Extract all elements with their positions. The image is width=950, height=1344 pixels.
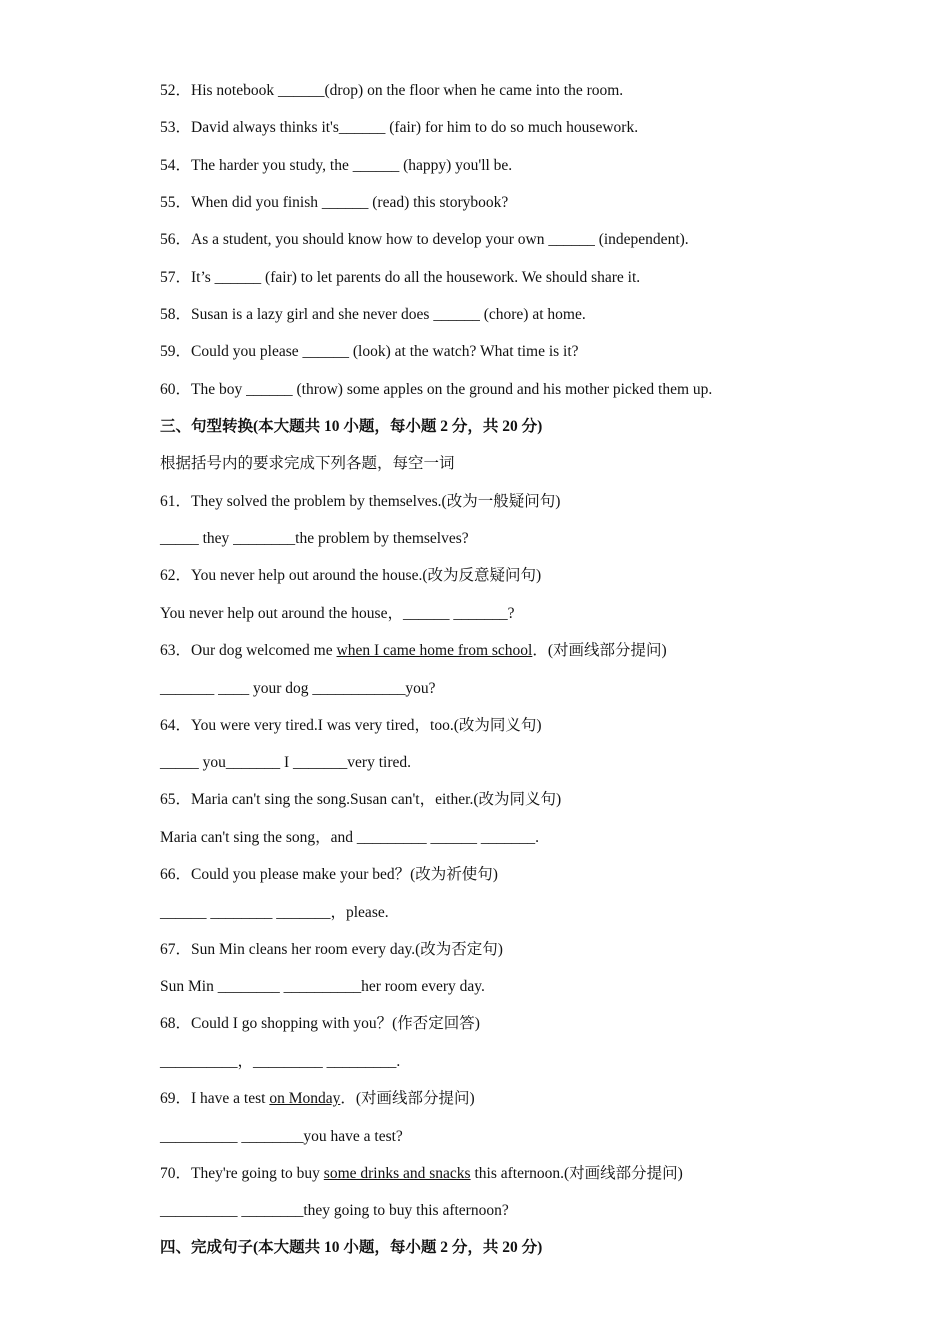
question-67-prompt: 67．Sun Min cleans her room every day.(改为否定句) [160, 941, 503, 958]
section-3-instruction: 根据括号内的要求完成下列各题，每空一词 [160, 455, 455, 472]
question-63-prompt [160, 640, 910, 662]
question-63-answer: _______ ____ your dog ____________you? [160, 680, 436, 697]
question-66-answer: ______ ________ _______，please. [160, 904, 389, 921]
question-68-prompt: 68．Could I go shopping with you？(作否定回答) [160, 1015, 480, 1032]
question-69-answer: __________ ________you have a test? [160, 1128, 403, 1145]
question-70-prompt [160, 1163, 910, 1185]
question-65-answer: Maria can't sing the song，and _________ ______ _______. [160, 829, 540, 846]
question-61-prompt: 61．They solved the problem by themselves.(改为一般疑问句) [160, 493, 561, 510]
question-60: 60．The boy ______ (throw) some apples on the ground and his mother picked them up. [160, 381, 713, 398]
question-69-underlined: on Monday [269, 1090, 341, 1107]
question-69-prompt-end: ．(对画线部分提问) [340, 1090, 475, 1107]
question-53: 53．David always thinks it's______ (fair) for him to do so much housework. [160, 119, 639, 136]
question-69-prompt-start: 69．I have a test [160, 1090, 270, 1107]
question-70-prompt-start: 70．They're going to buy [160, 1165, 324, 1182]
question-62-prompt: 62．You never help out around the house.(改为反意疑问句) [160, 567, 542, 584]
question-61-answer: _____ they ________the problem by themselves? [160, 530, 469, 547]
question-63-prompt-end: ．(对画线部分提问) [532, 642, 667, 659]
question-70-underlined: some drinks and snacks [323, 1165, 471, 1182]
question-52: 52．His notebook ______(drop) on the floor when he came into the room. [160, 82, 624, 99]
section-4-heading: 四、完成句子(本大题共 10 小题，每小题 2 分，共 20 分) [160, 1239, 543, 1256]
section-3-heading: 三、句型转换(本大题共 10 小题，每小题 2 分，共 20 分) [160, 418, 543, 435]
question-69-prompt [160, 1088, 910, 1110]
question-63-underlined: when I came home from school [336, 642, 533, 659]
question-58: 58．Susan is a lazy girl and she never does ______ (chore) at home. [160, 306, 586, 323]
question-63-prompt-start: 63．Our dog welcomed me [160, 642, 337, 659]
question-66-prompt: 66．Could you please make your bed？(改为祈使句) [160, 866, 498, 883]
question-70-answer: __________ ________they going to buy this afternoon? [160, 1202, 509, 1219]
question-65-prompt: 65．Maria can't sing the song.Susan can't，either.(改为同义句) [160, 791, 562, 808]
question-59: 59．Could you please ______ (look) at the watch? What time is it? [160, 343, 579, 360]
question-68-answer: __________，_________ _________. [160, 1053, 401, 1070]
question-70-prompt-end: this afternoon.(对画线部分提问) [470, 1165, 683, 1182]
question-57: 57．It’s ______ (fair) to let parents do all the housework. We should share it. [160, 269, 641, 286]
question-64-prompt: 64．You were very tired.I was very tired，too.(改为同义句) [160, 717, 542, 734]
question-56: 56．As a student, you should know how to develop your own ______ (independent). [160, 231, 689, 248]
question-62-answer: You never help out around the house，______ _______? [160, 605, 515, 622]
question-55: 55．When did you finish ______ (read) this storybook? [160, 194, 509, 211]
question-67-answer: Sun Min ________ __________her room every day. [160, 978, 485, 995]
question-64-answer: _____ you_______ I _______very tired. [160, 754, 411, 771]
question-54: 54．The harder you study, the ______ (happy) you'll be. [160, 157, 513, 174]
